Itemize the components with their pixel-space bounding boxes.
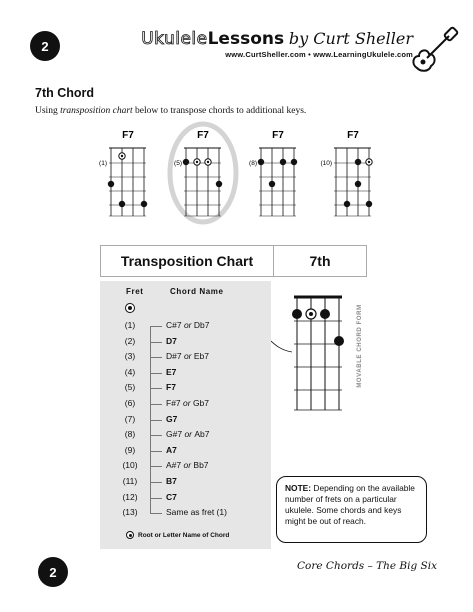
chord-name-column-header: Chord Name — [170, 287, 224, 296]
chord-name: A7 — [166, 444, 177, 455]
fret-number: (1) — [124, 320, 136, 330]
chart-header — [100, 245, 367, 277]
chord-diagram — [99, 130, 147, 216]
chord-name: Same as fret (1) — [166, 507, 227, 518]
section-title: 7th Chord — [35, 86, 95, 100]
row-connector — [150, 420, 162, 421]
fret-number: (7) — [124, 413, 136, 424]
page-number-badge: 2 — [30, 31, 60, 61]
legend-text: Root or Letter Name of Chord — [138, 531, 230, 539]
chord-name: F#7 or Gb7 — [166, 398, 210, 408]
brand-lessons: Lessons — [207, 29, 285, 49]
row-connector — [150, 326, 162, 327]
fret-label: (1) — [99, 160, 107, 167]
fret-number: (2) — [124, 335, 136, 346]
row-connector — [150, 404, 162, 405]
chord-name: A#7 or Bb7 — [166, 460, 209, 471]
finger-dot — [141, 201, 147, 207]
row-connector — [150, 513, 162, 514]
finger-dot — [269, 181, 275, 187]
fret-label: (10) — [320, 160, 332, 167]
fret-number: (8) — [124, 429, 136, 440]
row-connector — [150, 373, 162, 374]
movable-chord-diagram — [292, 297, 344, 410]
chord-name: G#7 or Ab7 — [166, 429, 210, 440]
root-circle-icon — [125, 303, 135, 313]
note-box — [276, 476, 427, 543]
chord-name: E7 — [166, 366, 177, 377]
row-connector — [150, 451, 162, 452]
brand-ukulele: Ukulele — [141, 29, 208, 49]
chord-name: D7 — [166, 335, 177, 346]
finger-dot — [216, 181, 222, 187]
row-connector — [150, 466, 162, 467]
row-connector — [150, 357, 162, 358]
intro-text-start: Using — [35, 106, 61, 116]
brand-url: www.CurtSheller.com • www.LearningUkulele.com — [225, 50, 413, 59]
root-circle-icon — [126, 531, 134, 539]
chart-title: Transposition Chart — [101, 246, 274, 276]
finger-dot — [344, 201, 350, 207]
finger-dot — [183, 159, 189, 165]
root-legend — [126, 531, 229, 539]
fret-column-header: Fret — [126, 287, 144, 296]
chord-diagram — [249, 130, 297, 216]
fret-number: (10) — [122, 460, 138, 471]
finger-dot — [320, 309, 330, 319]
movable-chord-form-label — [354, 293, 366, 399]
chord-name: C#7 or Db7 — [166, 320, 210, 330]
finger-dot — [258, 159, 264, 165]
finger-dot — [334, 336, 344, 346]
fret-number: (3) — [124, 351, 136, 362]
finger-dot — [108, 181, 114, 187]
row-connector — [150, 498, 162, 499]
finger-dot — [292, 309, 302, 319]
row-connector — [150, 435, 162, 436]
fret-number: (6) — [124, 398, 136, 408]
chord-name: B7 — [166, 476, 177, 486]
footer-title: Core Chords – The Big Six — [297, 560, 438, 572]
chord-name: C7 — [166, 491, 177, 502]
fret-number: (13) — [122, 507, 138, 518]
chord-name: D#7 or Eb7 — [166, 351, 209, 362]
row-bracket — [150, 326, 151, 513]
finger-dot — [366, 201, 372, 207]
intro-text-end: below to transpose chords to additional keys. — [132, 106, 307, 116]
chord-title: F7 — [197, 130, 209, 141]
finger-dot — [291, 159, 297, 165]
chart-chord-type: 7th — [309, 253, 331, 269]
fret-label: (8) — [249, 160, 257, 167]
brand-author: by Curt Sheller — [288, 29, 413, 48]
fret-number: (11) — [122, 476, 138, 486]
finger-dot — [119, 201, 125, 207]
chord-title: F7 — [122, 130, 134, 141]
chord-name: F7 — [166, 382, 176, 393]
page-number-badge-bottom: 2 — [38, 557, 68, 587]
row-connector — [150, 388, 162, 389]
note-label: NOTE: — [285, 483, 312, 493]
fret-number: (12) — [122, 491, 138, 502]
chord-diagram — [320, 130, 372, 216]
intro-text-italic: transposition chart — [60, 106, 133, 116]
movable-label-text: MOVABLE CHORD FORM — [357, 304, 363, 388]
chord-title: F7 — [347, 130, 359, 141]
row-connector — [150, 342, 162, 343]
fret-number: (4) — [124, 366, 136, 377]
finger-dot — [280, 159, 286, 165]
fret-number: (5) — [124, 382, 136, 393]
note-text: Depending on the available number of frets on a particular ukulele. Some chords and keys might be out of reach. — [285, 483, 415, 526]
fret-number: (9) — [124, 444, 136, 455]
chord-diagram — [174, 130, 222, 216]
chord-name: G7 — [166, 413, 178, 424]
finger-dot — [355, 181, 361, 187]
chord-title: F7 — [272, 130, 284, 141]
row-connector — [150, 482, 162, 483]
finger-dot — [355, 159, 361, 165]
fret-label: (5) — [174, 160, 182, 167]
